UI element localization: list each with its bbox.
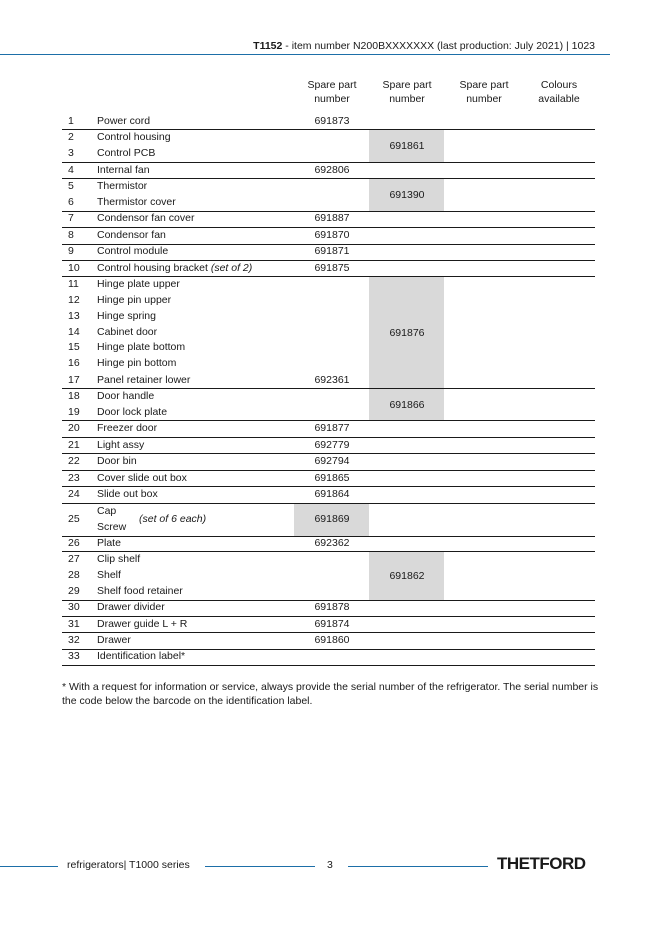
table-rule bbox=[62, 211, 595, 212]
column-header-colours: Colours available bbox=[538, 79, 580, 105]
group-spare-part-number: 691876 bbox=[389, 327, 425, 339]
table-rule bbox=[62, 453, 595, 454]
spare-part-number: 691875 bbox=[314, 262, 350, 274]
spare-part-number: 691871 bbox=[314, 245, 350, 257]
row-number: 31 bbox=[68, 618, 80, 630]
spare-part-number: 692361 bbox=[314, 374, 350, 386]
group-spare-part-number: 691861 bbox=[389, 140, 425, 152]
row-number: 30 bbox=[68, 601, 80, 613]
table-rule bbox=[62, 470, 595, 471]
row-description-text: Control housing bracket bbox=[97, 262, 208, 274]
row-number: 19 bbox=[68, 406, 80, 418]
row-number: 16 bbox=[68, 357, 80, 369]
table-rule bbox=[62, 503, 595, 504]
row-description: Control PCB bbox=[97, 147, 156, 159]
row-number: 33 bbox=[68, 650, 80, 662]
table-rule bbox=[62, 388, 595, 389]
row-number: 11 bbox=[68, 278, 79, 290]
row-number: 7 bbox=[68, 212, 74, 224]
row-description: Shelf bbox=[97, 569, 121, 581]
spare-part-number: 691864 bbox=[314, 488, 350, 500]
table-rule bbox=[62, 260, 595, 261]
row-description: Identification label* bbox=[97, 650, 186, 662]
row-description: Freezer door bbox=[97, 422, 158, 434]
column-header-spare-3: Spare part number bbox=[459, 79, 509, 105]
row-number: 22 bbox=[68, 455, 80, 467]
row-description: Thermistor bbox=[97, 180, 148, 192]
row-number: 26 bbox=[68, 537, 80, 549]
row-number: 1 bbox=[68, 115, 74, 127]
row-description bbox=[97, 261, 252, 275]
row-description: Door bin bbox=[97, 455, 137, 467]
row-description: Thermistor cover bbox=[97, 196, 176, 208]
row-description: Hinge pin bottom bbox=[97, 357, 177, 369]
row-description: Drawer bbox=[97, 634, 131, 646]
row-description: Clip shelf bbox=[97, 553, 141, 565]
row-number: 28 bbox=[68, 569, 80, 581]
group-spare-part-number: 691390 bbox=[389, 189, 425, 201]
footer-rule-mid bbox=[205, 866, 315, 867]
group-spare-part-number: 691862 bbox=[389, 570, 425, 582]
row-number: 9 bbox=[68, 245, 74, 257]
row-description: Slide out box bbox=[97, 488, 158, 500]
row-description: Hinge pin upper bbox=[97, 294, 172, 306]
spare-part-number: 692779 bbox=[314, 439, 350, 451]
spare-part-number: 692362 bbox=[314, 537, 350, 549]
row-description: Control module bbox=[97, 245, 169, 257]
row-description: Cabinet door bbox=[97, 326, 158, 338]
table-rule bbox=[62, 437, 595, 438]
table-rule bbox=[62, 551, 595, 552]
row-number: 8 bbox=[68, 229, 74, 241]
row-description-2: Screw bbox=[97, 521, 127, 533]
header-rule bbox=[0, 54, 610, 55]
footer-rule-left bbox=[0, 866, 58, 867]
table-rule bbox=[62, 632, 595, 633]
spare-part-number: 691878 bbox=[314, 601, 350, 613]
table-rule bbox=[62, 600, 595, 601]
row-description: Cover slide out box bbox=[97, 472, 187, 484]
row-number: 3 bbox=[68, 147, 74, 159]
group-spare-part-number: 691866 bbox=[389, 399, 425, 411]
spare-part-number: 691874 bbox=[314, 618, 350, 630]
row-number: 21 bbox=[68, 439, 80, 451]
row-number: 6 bbox=[68, 196, 74, 208]
row-description: Internal fan bbox=[97, 164, 150, 176]
row-description: Condensor fan bbox=[97, 229, 166, 241]
spare-part-number: 691860 bbox=[314, 634, 350, 646]
header-code: T1152 bbox=[253, 40, 283, 52]
row-description: Hinge spring bbox=[97, 310, 156, 322]
row-number: 10 bbox=[68, 262, 80, 274]
row-description: Cap bbox=[97, 505, 117, 517]
row-number: 27 bbox=[68, 553, 80, 565]
footer-series: refrigerators| T1000 series bbox=[67, 859, 190, 871]
row-description-note: (set of 6 each) bbox=[139, 513, 207, 525]
table-rule bbox=[62, 178, 595, 179]
table-rule bbox=[62, 536, 595, 537]
spare-part-number: 692794 bbox=[314, 455, 350, 467]
column-header-spare-2: Spare part number bbox=[382, 79, 432, 105]
header-text: - item number N200BXXXXXXX (last production: July 2021) | 1023 bbox=[282, 40, 595, 52]
spare-part-number: 691873 bbox=[314, 115, 350, 127]
row-description: Door handle bbox=[97, 390, 155, 402]
row-number: 20 bbox=[68, 422, 80, 434]
row-description: Condensor fan cover bbox=[97, 212, 195, 224]
row-number: 13 bbox=[68, 310, 80, 322]
table-rule bbox=[62, 486, 595, 487]
table-rule bbox=[62, 276, 595, 277]
row-description: Drawer divider bbox=[97, 601, 165, 613]
row-number: 17 bbox=[68, 374, 80, 386]
row-description: Door lock plate bbox=[97, 406, 168, 418]
table-rule bbox=[62, 129, 595, 130]
row-description: Light assy bbox=[97, 439, 145, 451]
row-number: 4 bbox=[68, 164, 74, 176]
spare-part-number: 691865 bbox=[314, 472, 350, 484]
thetford-logo: THETFORD bbox=[497, 854, 586, 873]
table-rule bbox=[62, 420, 595, 421]
table-rule bbox=[62, 244, 595, 245]
row-number: 15 bbox=[68, 341, 80, 353]
row-number: 25 bbox=[68, 513, 80, 525]
table-rule bbox=[62, 665, 595, 666]
row-number: 32 bbox=[68, 634, 80, 646]
row-description: Power cord bbox=[97, 115, 151, 127]
row-description: Shelf food retainer bbox=[97, 585, 183, 597]
table-rule bbox=[62, 616, 595, 617]
row-number: 14 bbox=[68, 326, 80, 338]
row-number: 24 bbox=[68, 488, 80, 500]
column-header-spare-1: Spare part number bbox=[307, 79, 357, 105]
table-rule bbox=[62, 649, 595, 650]
row-number: 29 bbox=[68, 585, 80, 597]
row-number: 18 bbox=[68, 390, 80, 402]
page-number: 3 bbox=[327, 859, 333, 871]
row-number: 5 bbox=[68, 180, 74, 192]
spare-part-number: 691887 bbox=[314, 212, 350, 224]
table-rule bbox=[62, 162, 595, 163]
spare-part-number: 691877 bbox=[314, 422, 350, 434]
row-description: Drawer guide L + R bbox=[97, 618, 188, 630]
row-number: 2 bbox=[68, 131, 74, 143]
row-number: 12 bbox=[68, 294, 80, 306]
row-number: 23 bbox=[68, 472, 80, 484]
serial-number-note: * With a request for information or service, always provide the serial number of the refrigerator. The serial number is the code below the barcode on the identification label. bbox=[62, 681, 599, 707]
table-rule bbox=[62, 227, 595, 228]
row-description-note: (set of 2) bbox=[210, 262, 253, 274]
row-description: Plate bbox=[97, 537, 121, 549]
footer-rule-right bbox=[348, 866, 488, 867]
spare-part-number: 691870 bbox=[314, 229, 350, 241]
page-header bbox=[0, 40, 595, 52]
spare-part-number: 692806 bbox=[314, 164, 350, 176]
row-description: Hinge plate upper bbox=[97, 278, 180, 290]
row-description: Hinge plate bottom bbox=[97, 341, 186, 353]
row-description: Panel retainer lower bbox=[97, 374, 191, 386]
row-description: Control housing bbox=[97, 131, 171, 143]
spare-part-number: 691869 bbox=[314, 513, 350, 525]
